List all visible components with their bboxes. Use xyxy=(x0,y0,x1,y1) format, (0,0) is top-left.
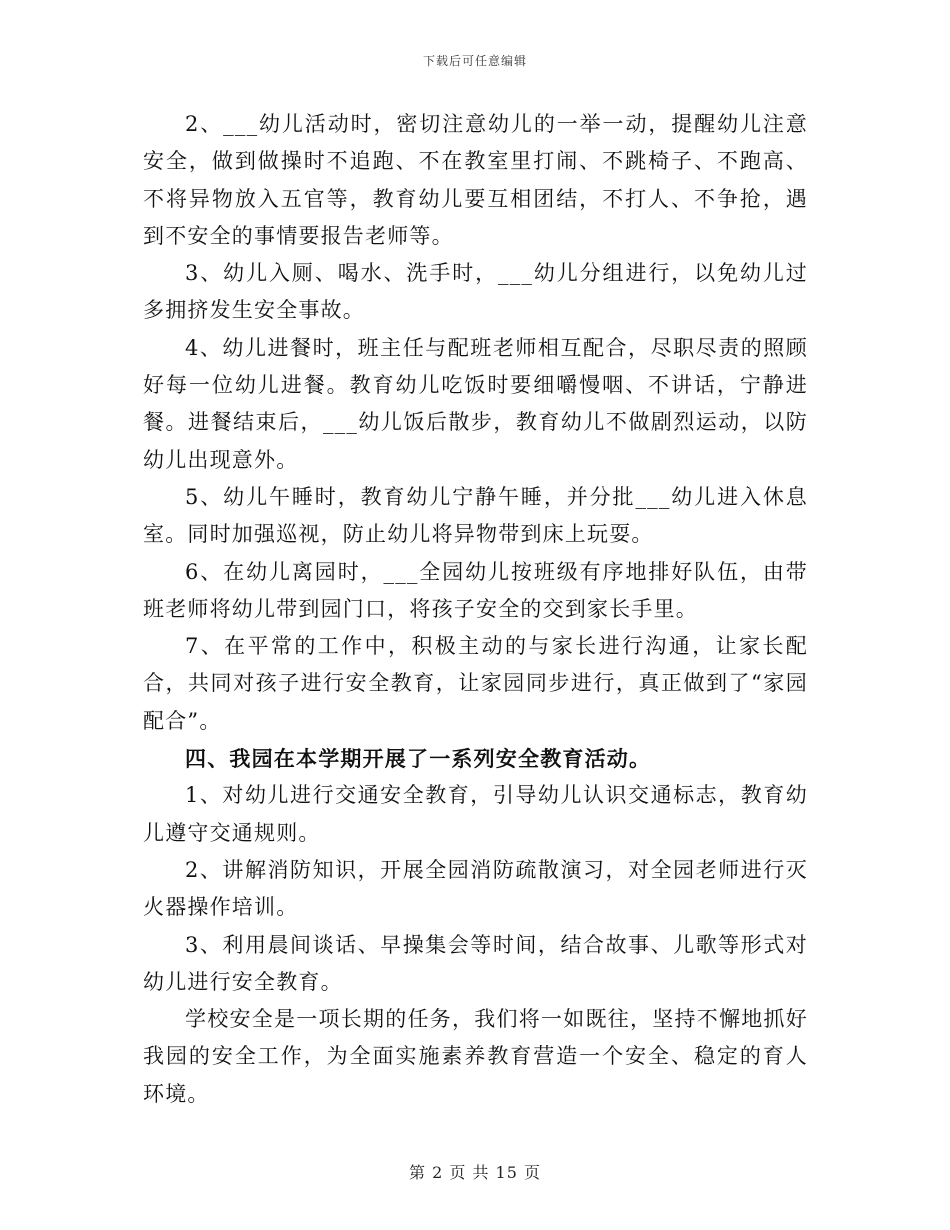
document-body xyxy=(143,106,808,1113)
paragraph-item-4: 4、幼儿进餐时，班主任与配班老师相互配合，尽职尽责的照顾好每一位幼儿进餐。教育幼儿吃饭时要细嚼慢咽、不讲话，宁静进餐。进餐结束后，___幼儿饭后散步，教育幼儿不做剧烈运动，以防幼儿出现意外。 xyxy=(143,335,808,472)
paragraph-item-2: 2、___幼儿活动时，密切注意幼儿的一举一动，提醒幼儿注意安全，做到做操时不追跑、不在教室里打闹、不跳椅子、不跑高、不将异物放入五官等，教育幼儿要互相团结，不打人、不争抢，遇到不安全的事情要报告老师等。 xyxy=(143,112,808,248)
page-header: 下载后可任意编辑 xyxy=(422,54,527,68)
activity-item-2: 2、讲解消防知识，开展全园消防疏散演习，对全园老师进行灭火器操作培训。 xyxy=(143,857,808,920)
paragraph-item-3: 3、幼儿入厕、喝水、洗手时，___幼儿分组进行，以免幼儿过多拥挤发生安全事故。 xyxy=(143,261,808,323)
activity-item-1: 1、对幼儿进行交通安全教育，引导幼儿认识交通标志，教育幼儿遵守交通规则。 xyxy=(143,783,808,845)
paragraph-item-5: 5、幼儿午睡时，教育幼儿宁静午睡，并分批___幼儿进入休息室。同时加强巡视，防止幼儿将异物带到床上玩耍。 xyxy=(143,484,808,547)
section-heading: 四、我园在本学期开展了一系列安全教育活动。 xyxy=(185,746,652,772)
paragraph-item-6: 6、在幼儿离园时，___全园幼儿按班级有序地排好队伍，由带班老师将幼儿带到园门口，将孩子安全的交到家长手里。 xyxy=(143,559,808,621)
paragraph-item-7: 7、在平常的工作中，积极主动的与家长进行沟通，让家长配合，共同对孩子进行安全教育，让家园同步进行，真正做到了“家园配合”。 xyxy=(143,634,808,733)
page-number: 第 2 页 共 15 页 xyxy=(409,1163,541,1182)
activity-item-3: 3、利用晨间谈话、早操集会等时间，结合故事、儿歌等形式对幼儿进行安全教育。 xyxy=(143,932,808,994)
closing-paragraph: 学校安全是一项长期的任务，我们将一如既往，坚持不懈地抓好我园的安全工作，为全面实施素养教育营造一个安全、稳定的育人环境。 xyxy=(143,1007,808,1106)
